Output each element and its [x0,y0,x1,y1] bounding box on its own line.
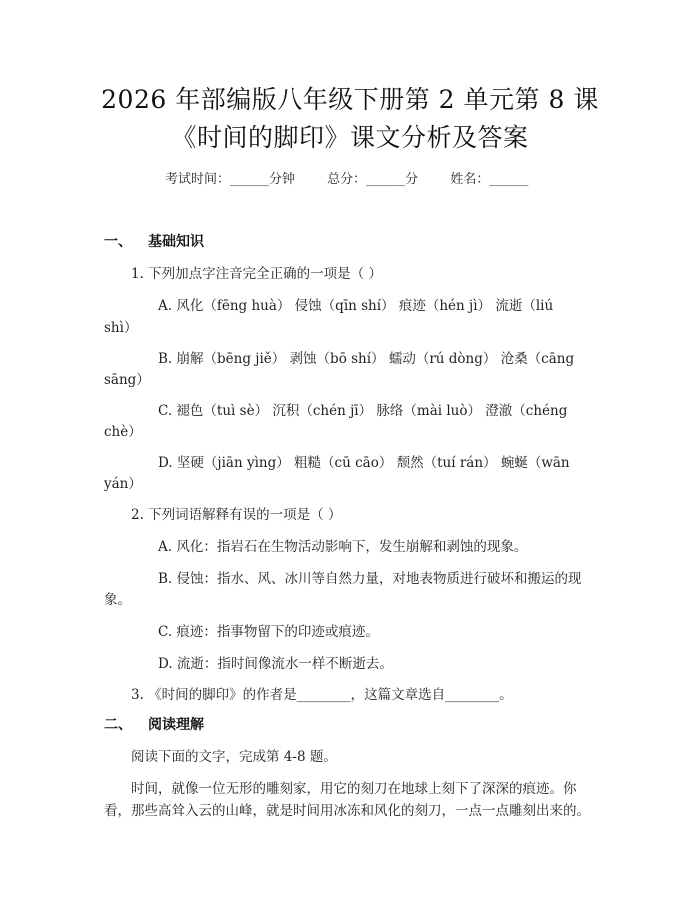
question-2-option-a: A. 风化：指岩石在生物活动影响下，发生崩解和剥蚀的现象。 [158,539,528,555]
question-2-stem: 2. 下列词语解释有误的一项是（ ） [131,507,342,523]
document-title-line-2: 《时间的脚印》课文分析及答案 [171,123,529,152]
section-number: 二、 [104,717,132,733]
exam-score: 总分：______分 [327,172,419,187]
exam-name: 姓名：______ [450,172,529,187]
section-title: 阅读理解 [148,717,204,733]
question-1-option-d-cont: yán） [104,476,142,492]
question-2-option-c: C. 痕迹：指事物留下的印迹或痕迹。 [158,624,379,640]
reading-intro: 阅读下面的文字，完成第 4-8 题。 [131,749,337,765]
exam-info [165,168,528,187]
question-2-option-b-cont: 象。 [104,592,131,608]
question-1-option-a-cont: shì） [104,320,138,336]
question-1-option-c: C. 褪色（tuì sè） 沉积（chén jī） 脉络（mài luò） 澄澈（chéng [158,403,568,419]
question-1-option-d: D. 坚硬（jiān yìng） 粗糙（cū cāo） 颓然（tuí rán） 蜿蜒（wān [158,455,570,471]
question-3-stem: 3. 《时间的脚印》的作者是________，这篇文章选自________。 [131,687,513,703]
section-heading-reading [104,714,204,734]
question-1-option-b: B. 崩解（bēng jiě） 剥蚀（bō shí） 蠕动（rú dòng） 沧桑（cāng [158,351,575,367]
question-2-option-d: D. 流逝：指时间像流水一样不断逝去。 [158,656,393,672]
question-1-option-a: A. 风化（fēng huà） 侵蚀（qīn shí） 痕迹（hén jì） 流逝（liú [158,298,554,314]
document-title-line-1: 2026 年部编版八年级下册第 2 单元第 8 课 [101,85,599,114]
question-1-option-b-cont: sāng） [104,372,150,388]
reading-paragraph-line: 时间，就像一位无形的雕刻家，用它的刻刀在地球上刻下了深深的痕迹。你 [131,781,577,797]
exam-time: 考试时间：______分钟 [165,172,296,187]
section-number: 一、 [104,234,132,250]
question-1-option-c-cont: chè） [104,424,142,440]
question-1-stem: 1. 下列加点字注音完全正确的一项是（ ） [131,266,382,282]
reading-paragraph-line: 看，那些高耸入云的山峰，就是时间用冰冻和风化的刻刀，一点一点雕刻出来的。 [104,803,590,819]
section-title: 基础知识 [148,234,204,250]
section-heading-basic [104,231,204,251]
question-2-option-b: B. 侵蚀：指水、风、冰川等自然力量，对地表物质进行破坏和搬运的现 [158,571,582,587]
